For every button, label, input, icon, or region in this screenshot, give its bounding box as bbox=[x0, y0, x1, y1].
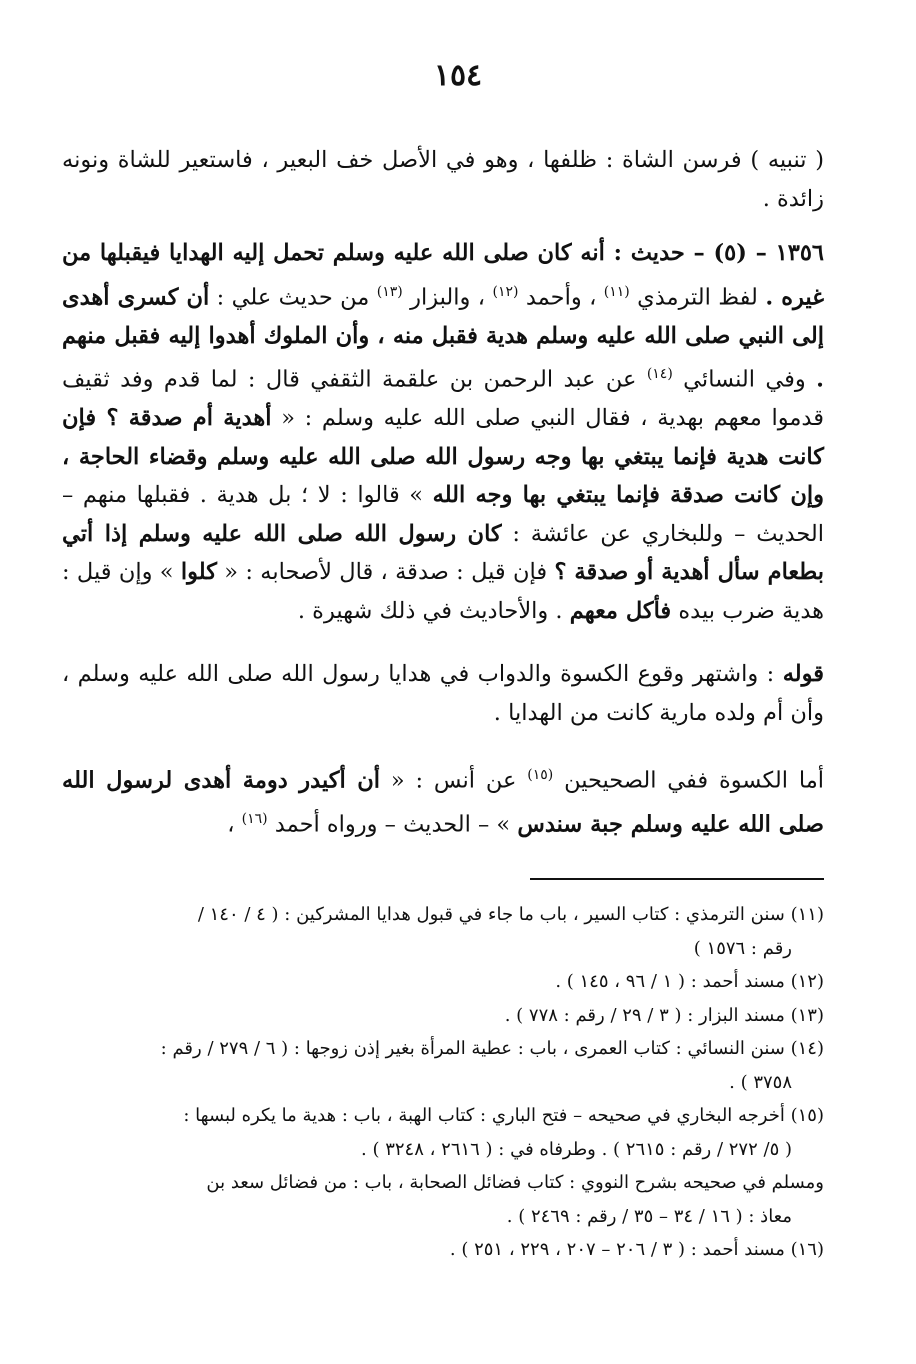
text-run: وفي النسائي bbox=[672, 366, 817, 393]
bold-text-run: كلوا bbox=[180, 559, 217, 585]
footnote-separator bbox=[530, 878, 824, 880]
footnote-item bbox=[62, 898, 824, 965]
footnote-reference: (١٤) bbox=[646, 366, 673, 382]
bold-text-run: ١٣٥٦ – (٥) – حديث : أنه كان صلى الله عليه وسلم تحمل إليه الهدايا فيقبلها من غيره . bbox=[62, 240, 824, 310]
footnote-text: ( ٥/ ٢٧٢ / رقم : ٢٦١٥ ) . وطرفاه في : ( ٢٦١٦ ، ٣٢٤٨ ) . bbox=[361, 1138, 792, 1160]
text-run: فإن قيل : صدقة ، قال لأصحابه : « bbox=[216, 559, 555, 585]
bold-text-run: أن كسرى أهدى إلى النبي صلى الله عليه وسلم هدية فقبل منه ، وأن الملوك أهدوا إليه فقبل منهم . bbox=[62, 284, 825, 393]
text-run: لفظ الترمذي bbox=[629, 284, 766, 310]
text-run: . والأحاديث في ذلك شهيرة . bbox=[297, 597, 570, 624]
page-number: ١٥٤ bbox=[433, 58, 483, 93]
bold-text-run: كان رسول الله صلى الله عليه وسلم إذا أتي بطعام سأل أهدية أو صدقة ؟ bbox=[62, 520, 824, 585]
footnote-item bbox=[62, 999, 824, 1033]
text-run: ، والبزار bbox=[402, 284, 493, 310]
footnote-reference: (١٢) bbox=[492, 283, 519, 300]
bold-text-run: أن أكيدر دومة أهدى لرسول الله صلى الله عليه وسلم جبة سندس bbox=[62, 767, 824, 838]
text-run: ، bbox=[227, 811, 242, 838]
footnote-reference: (١٥) bbox=[527, 767, 554, 783]
footnote-text: رقم : ١٥٧٦ ) bbox=[693, 937, 792, 959]
text-run: » – الحديث – ورواه أحمد bbox=[267, 811, 518, 838]
footnote-text: ومسلم في صحيحه بشرح النووي : كتاب فضائل الصحابة ، باب : من فضائل سعد بن bbox=[206, 1172, 824, 1193]
footnote-reference: (١٣) bbox=[376, 283, 403, 300]
footnote-item bbox=[62, 1099, 824, 1166]
footnote-text: مسند أحمد : ( ١ / ٩٦ ، ١٤٥ ) . bbox=[555, 971, 785, 992]
footnote-text: معاذ : ( ١٦ / ٣٤ – ٣٥ / رقم : ٢٤٦٩ ) . bbox=[506, 1205, 792, 1227]
footnote-number: (١٥) bbox=[784, 1105, 824, 1126]
footnote-number: (١٤) bbox=[784, 1038, 824, 1059]
paragraph-qawluh bbox=[62, 655, 824, 732]
text-run: عن أنس : « bbox=[380, 767, 528, 794]
bold-text-run: فأكل معهم bbox=[569, 597, 672, 624]
text-run: من حديث علي : bbox=[209, 284, 377, 310]
footnote-text: سنن الترمذي : كتاب السير ، باب ما جاء في قبول هدايا المشركين : ( ٤ / ١٤٠ / bbox=[197, 904, 785, 925]
footnote-reference: (١٦) bbox=[241, 811, 268, 827]
text-run: » وإن قيل : هدية ضرب بيده bbox=[62, 559, 824, 624]
footnote-item bbox=[62, 1166, 824, 1233]
footnote-item bbox=[62, 1233, 824, 1267]
footnote-item bbox=[62, 965, 824, 999]
text-run: أما الكسوة ففي الصحيحين bbox=[553, 767, 825, 794]
text-run: عن عبد الرحمن بن علقمة الثقفي قال : لما قدم وفد ثقيف قدموا معهم بهدية ، فقال النبي صلى الله عليه وسلم : « bbox=[62, 366, 825, 431]
footnote-text: ٣٧٥٨ ) . bbox=[729, 1071, 792, 1093]
footnote-item bbox=[62, 1032, 824, 1099]
footnote-text: مسند البزار : ( ٣ / ٢٩ / رقم : ٧٧٨ ) . bbox=[504, 1004, 785, 1026]
paragraph-tanbih: ( تنبيه ) فرسن الشاة : ظلفها ، وهو في الأصل خف البعير ، فاستعير للشاة ونونه زائدة . bbox=[62, 147, 824, 212]
footnote-reference: (١١) bbox=[603, 283, 630, 300]
bold-text-run: قوله bbox=[782, 661, 824, 687]
footnote-number: (١٣) bbox=[784, 1004, 824, 1026]
footnote-number: (١٦) bbox=[784, 1239, 824, 1260]
footnote-text: سنن النسائي : كتاب العمرى ، باب : عطية المرأة بغير إذن زوجها : ( ٦ / ٢٧٩ / رقم : bbox=[160, 1038, 785, 1059]
footnote-text: مسند أحمد : ( ٣ / ٢٠٦ – ٢٠٧ ، ٢٢٩ ، ٢٥١ ) . bbox=[449, 1239, 785, 1260]
text-run: ، وأحمد bbox=[518, 284, 604, 310]
text-run: : واشتهر وقوع الكسوة والدواب في هدايا رسول الله صلى الله عليه وسلم ، وأن أم ولده مارية كانت من الهدايا . bbox=[62, 661, 824, 726]
footnote-text: أخرجه البخاري في صحيحه – فتح الباري : كتاب الهبة ، باب : هدية ما يكره لبسها : bbox=[183, 1105, 785, 1126]
footnote-number: (١١) bbox=[784, 904, 824, 925]
footnotes bbox=[62, 898, 824, 1267]
text-run: » قالوا : لا ؛ بل هدية . فقبلها منهم – الحديث – وللبخاري عن عائشة : bbox=[62, 482, 824, 547]
paragraph-hadith-1356 bbox=[62, 234, 824, 630]
footnote-number: (١٢) bbox=[784, 971, 824, 992]
bold-text-run: أهدية أم صدقة ؟ فإن كانت هدية فإنما يبتغي بها وجه رسول الله صلى الله عليه وسلم وقضاء الحاجة ، وإن كانت صدقة فإنما يبتغي بها وجه الله bbox=[62, 405, 825, 508]
paragraph-kiswa bbox=[62, 756, 824, 844]
